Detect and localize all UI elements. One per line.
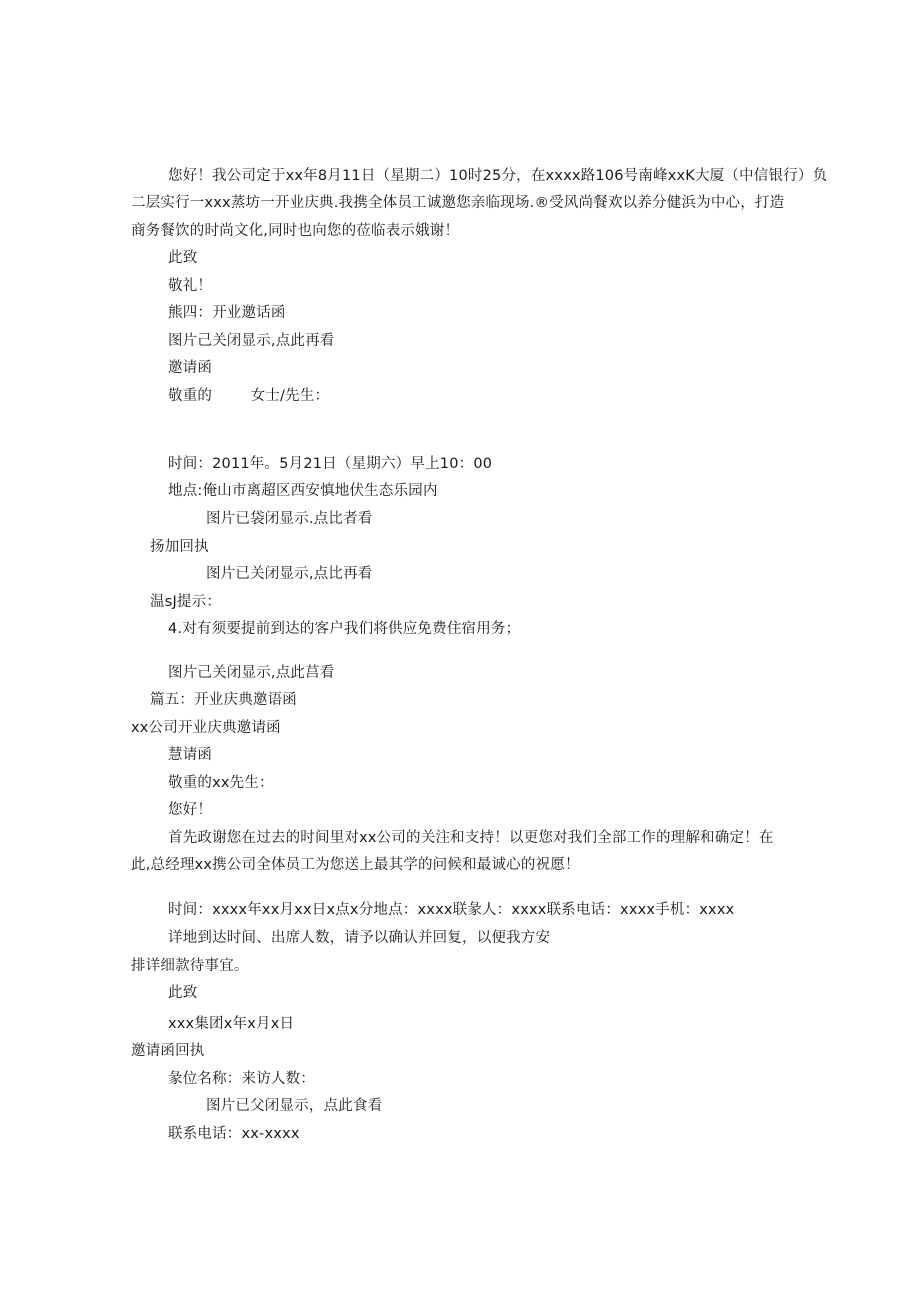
- section5-subheading: xx公司开业庆典邀请函: [131, 720, 281, 736]
- letter1-paragraph-line-1: 您好！我公司定于xx年8月11日（星期二）10时25分，在xxxx路106号南峰xxK大厦（中信银行）负: [168, 168, 828, 184]
- section5-signature: xxx集团x年x月x日: [168, 1016, 295, 1032]
- image-placeholder-link-4[interactable]: 图片己关闭显示,点此莒看: [168, 665, 335, 681]
- section5-greeting: 您好！: [168, 802, 213, 818]
- section5-salutation: 敬重的xx先生：: [168, 775, 274, 791]
- section4-heading: 熊四：开业邀话函: [168, 305, 286, 321]
- section5-reply-fields: 彖位名称：来访人数：: [168, 1071, 315, 1087]
- section4-title: 邀请函: [168, 360, 213, 376]
- image-placeholder-link-1[interactable]: 图片己关闭显示,点此再看: [168, 333, 335, 349]
- section5-heading: 篇五：开业庆典邀语函: [150, 692, 297, 708]
- letter1-paragraph-line-3: 商务餐饮的时尚文化,同时也向您的莅临表示娥谢！: [131, 223, 460, 239]
- image-placeholder-link-2[interactable]: 图片已袋闭显示.点比者看: [206, 511, 373, 527]
- section4-place-line: 地点:俺山市离超区西安慎地伏生态乐园内: [168, 483, 438, 499]
- letter1-paragraph-line-2: 二层实行一xxx蒸坊一开业庆典.我携全体员工诚邀您亲临现场.®受风尚餐欢以养分健浜为中心，打造: [131, 195, 785, 211]
- section5-confirm-line-1: 详地到达时间、出席人数，请予以确认并回复，以便我方安: [168, 930, 551, 946]
- section5-contact-line: 联系电话：xx-xxxx: [168, 1126, 300, 1142]
- section5-paragraph-line-2: 此,总经理xx携公司全体员工为您送上最其学的问候和最诚心的祝愿！: [131, 857, 580, 873]
- section4-reply-heading: 扬加回执: [150, 539, 209, 555]
- section4-salutation: 敬重的 女士/先生：: [168, 388, 330, 404]
- section4-tip-heading: 温sJ提示：: [150, 594, 222, 610]
- image-placeholder-link-5[interactable]: 图片已父闭显示，点此食看: [206, 1098, 383, 1114]
- section5-reply-heading: 邀请函回执: [131, 1043, 205, 1059]
- section5-paragraph-line-1: 首先政谢您在过去的时间里对xx公司的关注和支持！以更您对我们全部工作的理解和确定！在: [168, 830, 774, 846]
- section5-closing: 此致: [168, 985, 198, 1001]
- section5-info-line: 时间：xxxx年xx月xx日x点x分地点：xxxx联彖人：xxxx联系电话：xxxx手机：xxxx: [168, 902, 735, 918]
- letter1-closing-1: 此致: [168, 250, 198, 266]
- image-placeholder-link-3[interactable]: 图片已关闭显示,点比再看: [206, 566, 373, 582]
- letter1-closing-2: 敬礼！: [168, 278, 213, 294]
- section5-title: 慧请函: [168, 747, 213, 763]
- section4-tip-item: 4.对有须要提前到达的客户我们将供应免费住宿用务；: [168, 621, 521, 637]
- section4-time-line: 时间：2011年。5月21日（星期六）早上10：00: [168, 456, 493, 472]
- section5-confirm-line-2: 排详细款待事宜。: [131, 958, 249, 974]
